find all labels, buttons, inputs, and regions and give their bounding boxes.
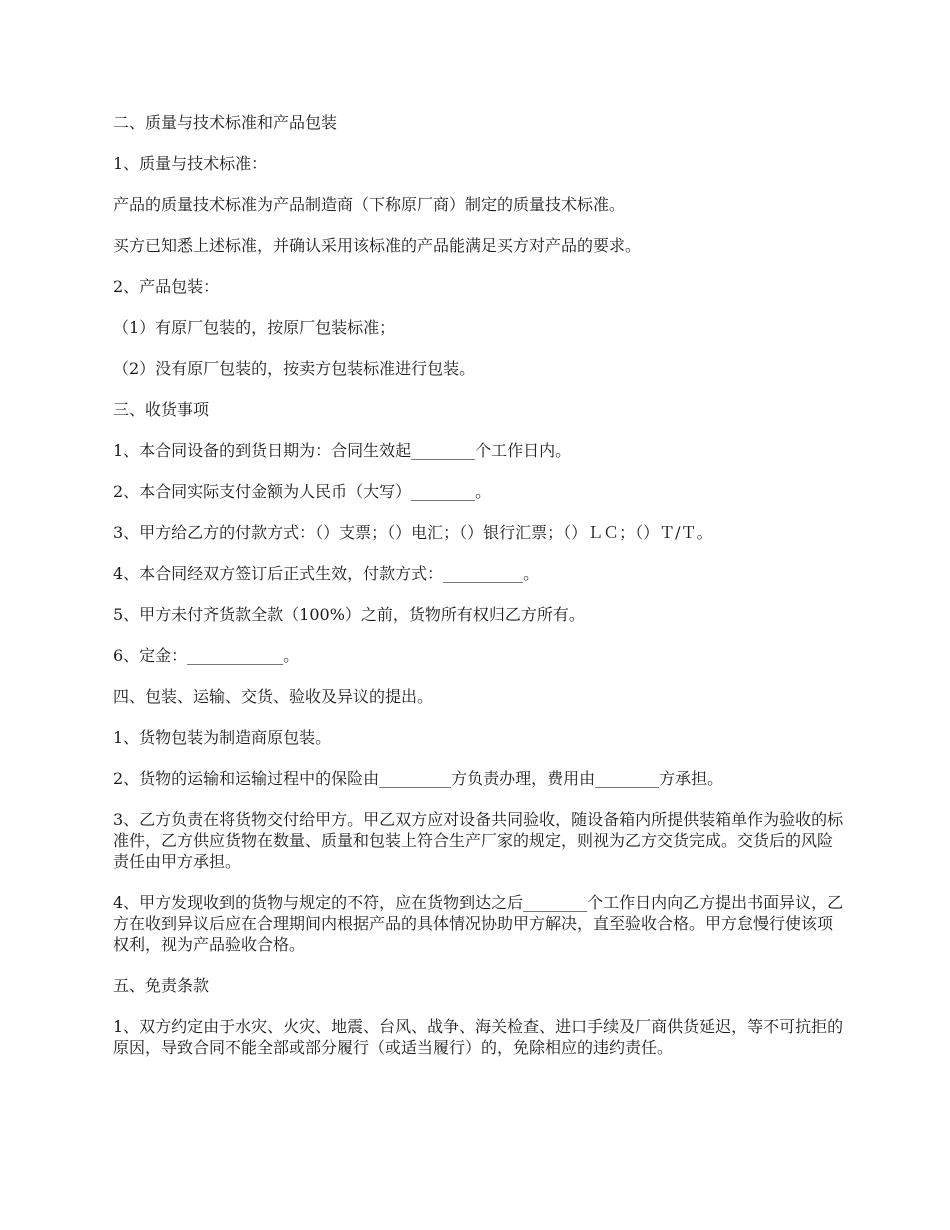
clause-quality-standard: 1、质量与技术标准： — [113, 154, 268, 173]
section-heading-packaging-transport: 四、包装、运输、交货、验收及异议的提出。 — [113, 687, 434, 706]
document-body — [113, 112, 848, 1078]
paragraph-quality-definition: 产品的质量技术标准为产品制造商（下称原厂商）制定的质量技术标准。 — [113, 195, 626, 214]
list-item-original-packaging: （1）有原厂包装的，按原厂包装标准； — [113, 318, 396, 337]
list-item-seller-packaging: （2）没有原厂包装的，按卖方包装标准进行包装。 — [113, 359, 476, 378]
clause-payment-amount: 2、本合同实际支付金额为人民币（大写）________。 — [113, 482, 492, 501]
clause-objection: 4、甲方发现收到的货物与规定的不符，应在货物到达之后________个工作日内向乙方提出书面异议，乙方在收到异议后应在合理期间内根据产品的具体情况协助甲方解决，直至验收合格。甲方怠慢行使该项权利，视为产品验收合格。 — [113, 893, 844, 954]
clause-transport-insurance: 2、货物的运输和运输过程中的保险由_________方负责办理，费用由________方承担。 — [113, 769, 724, 788]
clause-force-majeure: 1、双方约定由于水灾、火灾、地震、台风、战争、海关检查、进口手续及厂商供货延迟，等不可抗拒的原因，导致合同不能全部或部分履行（或适当履行）的，免除相应的违约责任。 — [113, 1017, 844, 1057]
clause-effective-payment: 4、本合同经双方签订后正式生效，付款方式：__________。 — [113, 564, 540, 583]
clause-manufacturer-packaging: 1、货物包装为制造商原包装。 — [113, 728, 332, 747]
section-heading-quality: 二、质量与技术标准和产品包装 — [113, 113, 338, 132]
clause-deposit: 6、定金：____________。 — [113, 646, 300, 665]
paragraph-buyer-acknowledgement: 买方已知悉上述标准，并确认采用该标准的产品能满足买方对产品的要求。 — [113, 236, 642, 255]
clause-delivery-date: 1、本合同设备的到货日期为：合同生效起________个工作日内。 — [113, 441, 572, 460]
section-heading-exemption: 五、免责条款 — [113, 976, 210, 995]
section-heading-receiving: 三、收货事项 — [113, 400, 210, 419]
clause-delivery-inspection: 3、乙方负责在将货物交付给甲方。甲乙双方应对设备共同验收，随设备箱内所提供装箱单作为验收的标准件，乙方供应货物在数量、质量和包装上符合生产厂家的规定，则视为乙方交货完成。交货后的风险责任由甲方承担。 — [113, 810, 844, 871]
clause-ownership: 5、甲方未付齐货款全款（100%）之前，货物所有权归乙方所有。 — [113, 605, 585, 624]
clause-payment-method: 3、甲方给乙方的付款方式：（）支票；（）电汇；（）银行汇票；（）ＬＣ；（）Ｔ/Ｔ。 — [113, 523, 713, 542]
clause-packaging: 2、产品包装： — [113, 277, 220, 296]
